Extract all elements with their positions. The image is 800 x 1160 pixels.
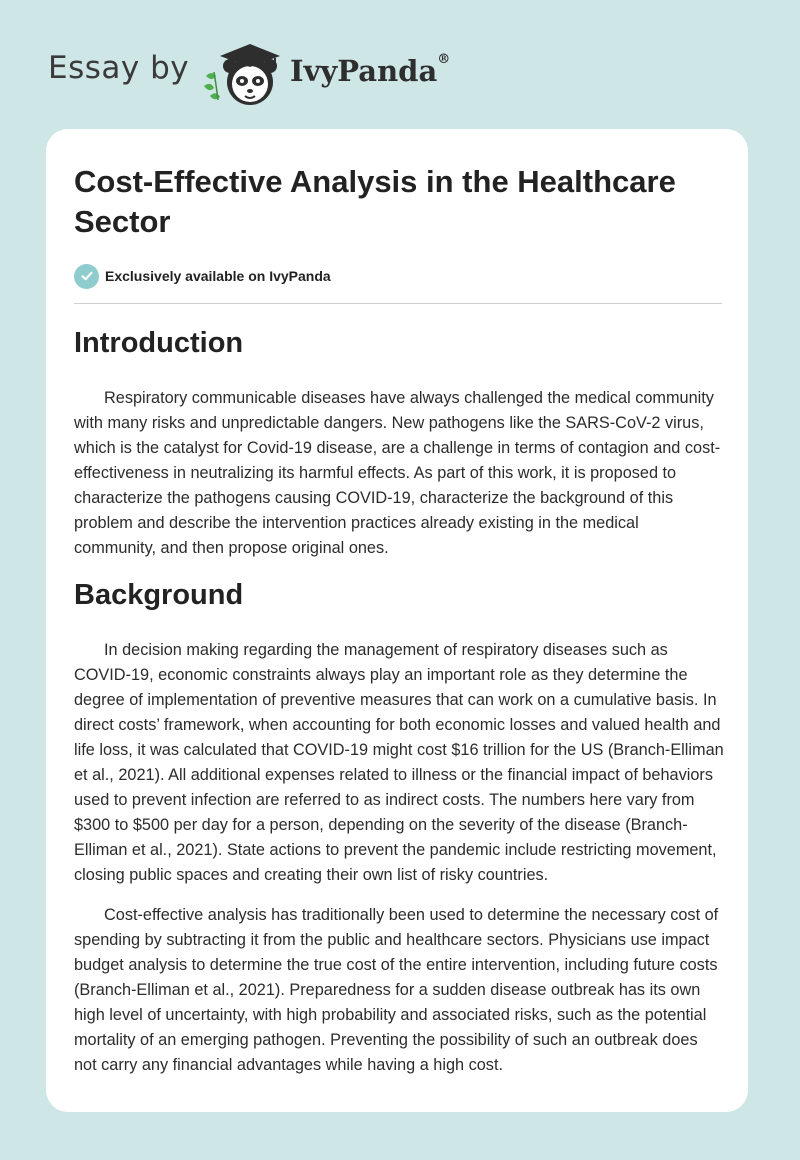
introduction-paragraph: Respiratory communicable diseases have always challenged the medical community with many risks and unpredictable dangers. New pathogens like the SARS-CoV-2 virus, which is the catalyst for Covid-19 disease, are a challenge in terms of contagion and cost-effectiveness in neutralizing its harmful effects. As part of this work, it is proposed to characterize the pathogens causing COVID-19, characterize the background of this problem and describe the intervention practices already existing in the medical community, and then propose original ones. [74,389,721,557]
essay-by-label: Essay by [48,50,190,86]
exclusive-badge [74,263,331,289]
check-circle-icon [74,264,99,289]
essay-card [46,129,748,1112]
site-header [0,0,800,130]
essay-title: Cost-Effective Analysis in the Healthcare Sector [74,164,676,239]
background-paragraph-1: In decision making regarding the management of respiratory diseases such as COVID-19, economic constraints always play an important role as they determine the degree of implementation of preventive measures that can work on a cumulative basis. In direct costs’ framework, when accounting for both economic losses and valued health and life loss, it was calculated that COVID-19 might cost $16 trillion for the US (Branch-Elliman et al., 2021). All additional expenses related to illness or the financial impact of behaviors used to prevent infection are referred to as indirect costs. The numbers here vary from $300 to $500 per day for a person, depending on the severity of the disease (Branch-Elliman et al., 2021). State actions to prevent the pandemic include restricting movement, closing public spaces and creating their own list of risky countries. [74,641,724,884]
exclusive-label: Exclusively available on IvyPanda [105,268,331,284]
section-heading-background: Background [74,579,244,611]
brand-name[interactable] [290,54,450,88]
background-paragraph-2: Cost-effective analysis has traditionally been used to determine the necessary cost of spending by subtracting it from the public and healthcare sectors. Physicians use impact budget analysis to determine the true cost of the entire intervention, including future costs (Branch-Elliman et al., 2021). Preparedness for a sudden disease outbreak has its own high level of uncertainty, with high probability and associated risks, such as the potential mortality of an emerging pathogen. Preventing the possibility of such an outbreak does not carry any financial advantages while having a high cost. [74,906,719,1074]
registered-mark: ® [437,52,451,67]
panda-graduate-icon[interactable] [200,36,284,110]
title-divider [74,303,722,304]
section-heading-introduction: Introduction [74,327,244,359]
brand-text: IvyPanda [290,54,438,88]
